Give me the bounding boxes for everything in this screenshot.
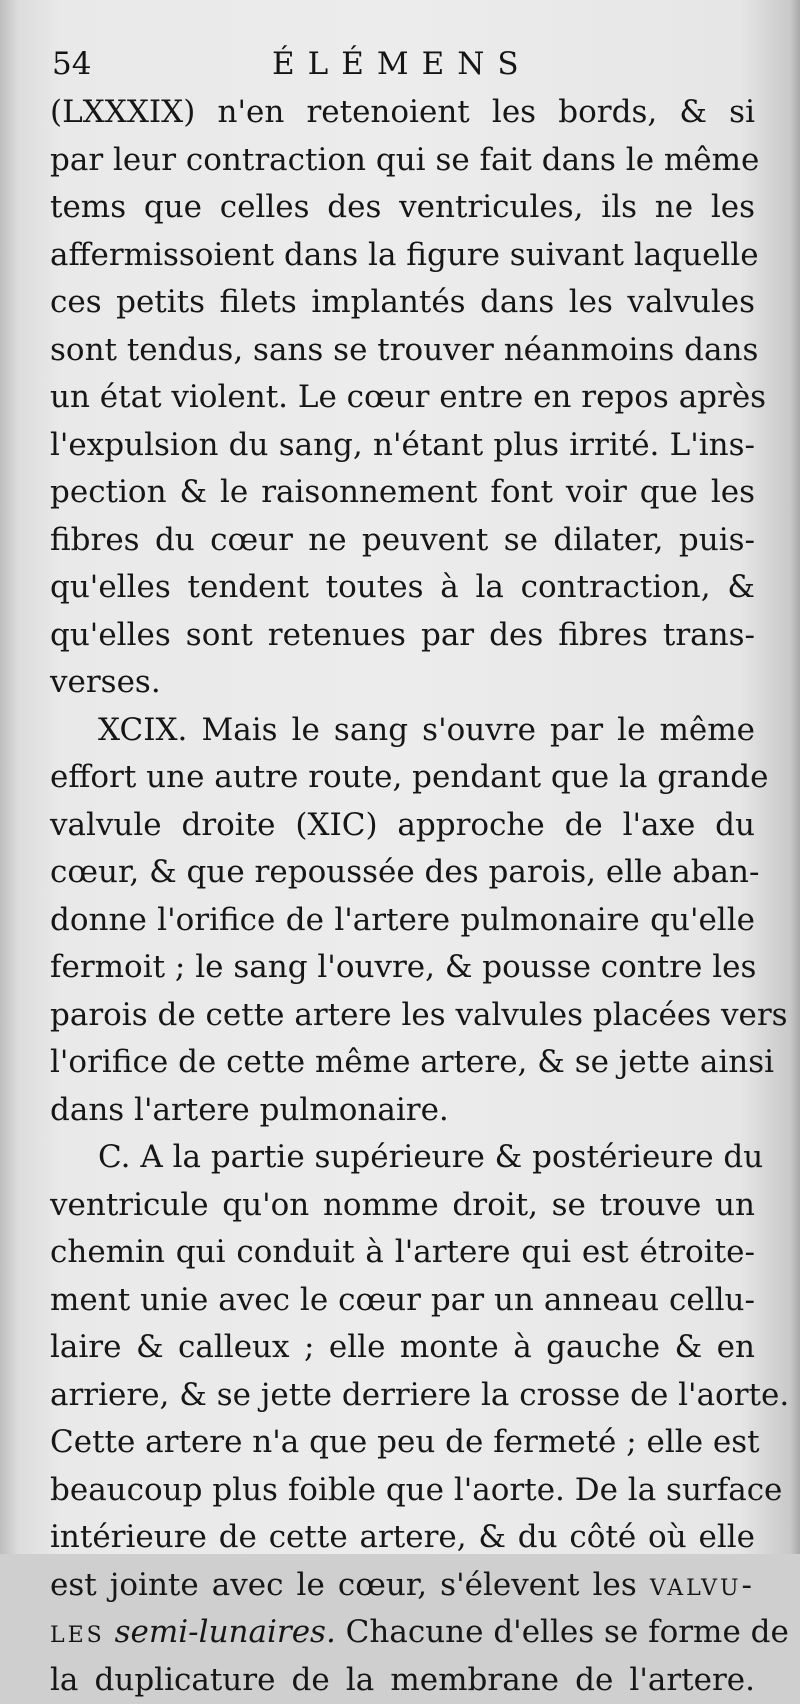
text-line: donne l'orifice de l'artere pulmonaire qu'elle (50, 897, 755, 945)
text-line: ces petits filets implantés dans les valvules (50, 279, 755, 327)
text-line: sont tendus, sans se trouver néanmoins dans (50, 327, 755, 375)
text-line: chemin qui conduit à l'artere qui est étroite- (50, 1229, 755, 1277)
page-header (52, 46, 752, 86)
text-line: qu'elles tendent toutes à la contraction, & (50, 564, 755, 612)
text-line: pection & le raisonnement font voir que les (50, 469, 755, 517)
text-line: fibres du cœur ne peuvent se dilater, puis- (50, 517, 755, 565)
paragraph-start-c: C. A la partie supérieure & postérieure du (50, 1134, 755, 1182)
text-line: l'expulsion du sang, n'étant plus irrité. L'ins- (50, 422, 755, 470)
italic-term: semi-lunaires. (115, 1614, 336, 1650)
text-line: un état violent. Le cœur entre en repos après (50, 374, 755, 422)
text-line: Cette artere n'a que peu de fermeté ; elle est (50, 1419, 755, 1467)
text-line: l'orifice de cette même artere, & se jette ainsi (50, 1039, 755, 1087)
text-line: dans l'artere pulmonaire. (50, 1087, 755, 1135)
paragraph-start-xcix: XCIX. Mais le sang s'ouvre par le même (50, 707, 755, 755)
body-text (50, 89, 755, 1704)
text-line: intérieure de cette artere, & du côté où elle (50, 1514, 755, 1562)
text-line: ment unie avec le cœur par un anneau cellu- (50, 1277, 755, 1325)
text-line: valvule droite (XIC) approche de l'axe du (50, 802, 755, 850)
text-line: cœur, & que repoussée des parois, elle aban- (50, 849, 755, 897)
text-line-mixed (50, 1609, 755, 1657)
page-number: 54 (52, 46, 91, 82)
text-line: laire & calleux ; elle monte à gauche & en (50, 1324, 755, 1372)
smallcaps-term: les (50, 1614, 105, 1650)
text-line: par leur contraction qui se fait dans le même (50, 137, 755, 185)
smallcaps-term: valvu- (650, 1567, 755, 1603)
final-line: la duplicature de la membrane de l'artere. (50, 1657, 755, 1704)
text-line: effort une autre route, pendant que la grande (50, 754, 755, 802)
running-title: ÉLÉMENS (272, 46, 532, 82)
text-line: qu'elles sont retenues par des fibres trans- (50, 612, 755, 660)
text-segment: est jointe avec le cœur, s'élevent les (50, 1567, 637, 1603)
text-line-mixed (50, 1562, 755, 1610)
text-line: (LXXXIX) n'en retenoient les bords, & si (50, 89, 755, 137)
text-line: affermissoient dans la figure suivant laquelle (50, 232, 755, 280)
text-segment: Chacune d'elles se forme de (336, 1614, 789, 1650)
text-line: beaucoup plus foible que l'aorte. De la surface (50, 1467, 755, 1515)
text-line: fermoit ; le sang l'ouvre, & pousse contre les (50, 944, 755, 992)
text-line: arriere, & se jette derriere la crosse de l'aorte. (50, 1372, 755, 1420)
text-line: ventricule qu'on nomme droit, se trouve un (50, 1182, 755, 1230)
text-line: verses. (50, 659, 755, 707)
text-line: parois de cette artere les valvules placées vers (50, 992, 755, 1040)
text-line: tems que celles des ventricules, ils ne les (50, 184, 755, 232)
